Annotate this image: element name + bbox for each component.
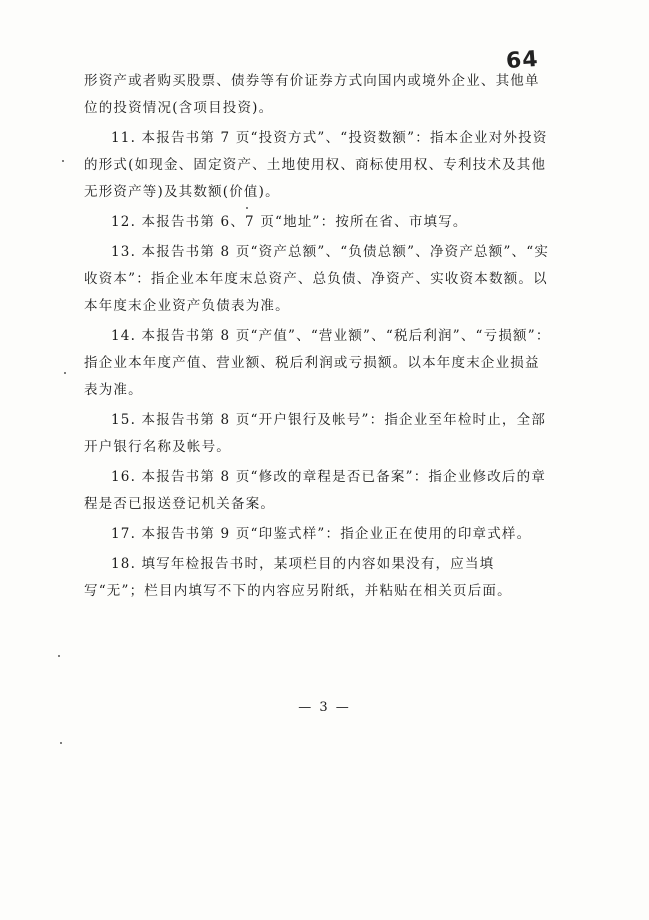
paragraph-item-14: 14. 本报告书第 8 页“产值”、“营业额”、“税后利润”、“亏损额”：指企业本年度产值、营业额、税后利润或亏损额。以本年度末企业损益表为准。	[84, 328, 551, 398]
paragraph-item-15: 15. 本报告书第 8 页“开户银行及帐号”：指企业至年检时止，全部开户银行名称及帐号。	[84, 412, 547, 455]
paragraph-item-17: 17. 本报告书第 9 页“印鉴式样”：指企业正在使用的印章式样。	[111, 526, 532, 542]
handwritten-page-mark: 64	[505, 46, 540, 75]
paragraph-continued: 形资产或者购买股票、债券等有价证券方式向国内或境外企业、其他单位的投资情况(含项目投资)。	[84, 73, 540, 116]
instructions-body	[84, 68, 554, 608]
paragraph-item-18: 18. 填写年检报告书时，某项栏目的内容如果没有，应当填写“无”；栏目内填写不下的内容应另附纸，并粘贴在相关页后面。	[84, 556, 512, 599]
scan-speck	[246, 207, 248, 209]
scan-speck	[64, 372, 66, 374]
paragraph-item-13: 13. 本报告书第 8 页“资产总额”、“负债总额”、净资产总额”、“实收资本”：指企业本年度末总资产、总负债、净资产、实收资本数额。以本年度末企业资产负债表为准。	[84, 244, 550, 314]
paragraph-item-11: 11. 本报告书第 7 页“投资方式”、“投资数额”：指本企业对外投资的形式(如现金、固定资产、土地使用权、商标使用权、专利技术及其他无形资产等)及其数额(价值)。	[84, 130, 548, 200]
paragraph-item-16: 16. 本报告书第 8 页“修改的章程是否已备案”：指企业修改后的章程是否已报送登记机关备案。	[84, 469, 547, 512]
scan-speck	[60, 742, 62, 744]
paragraph-item-12: 12. 本报告书第 6、7 页“地址”：按所在省、市填写。	[111, 214, 468, 230]
scan-speck	[62, 160, 64, 162]
page-number: — 3 —	[298, 700, 351, 715]
scan-speck	[58, 655, 60, 657]
